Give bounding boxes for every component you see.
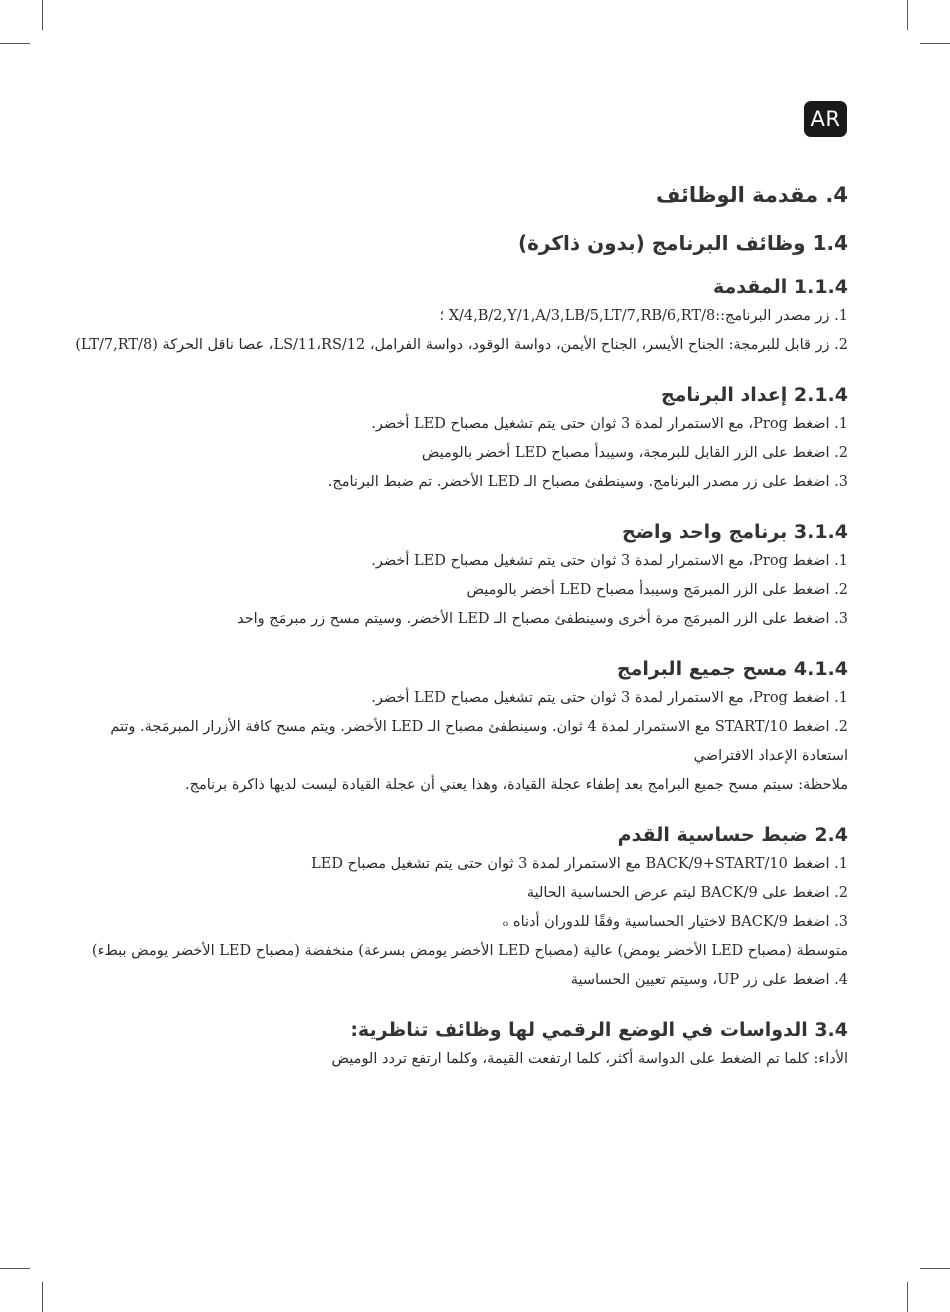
- list-item: 3. اضغط على زر مصدر البرنامج. وسينطفئ مصباح الـ LED الأخضر. تم ضبط البرنامج.: [327, 474, 848, 490]
- crop-mark-tl-h: [0, 43, 30, 44]
- list-item: 1. اضغط Prog، مع الاستمرار لمدة 3 ثوان حتى يتم تشغيل مصباح LED أخضر.: [371, 690, 848, 706]
- crop-mark-tr-v: [907, 0, 908, 30]
- crop-mark-tl-v: [42, 0, 43, 30]
- heading-program-functions: 1.4 وظائف البرنامج (بدون ذاكرة): [517, 231, 848, 255]
- crop-mark-bl-h: [0, 1268, 30, 1269]
- crop-mark-tr-h: [920, 43, 950, 44]
- list-item: 1. اضغط Prog، مع الاستمرار لمدة 3 ثوان حتى يتم تشغيل مصباح LED أخضر.: [371, 553, 848, 569]
- list-item: 2. زر قابل للبرمجة: الجناح الأيسر، الجناح الأيمن، دواسة الوقود، دواسة الفرامل، LS/11،RS/12، عصا ناقل الحركة (LT/7,RT/8): [75, 337, 848, 353]
- heading-foot-sensitivity: 2.4 ضبط حساسية القدم: [617, 824, 848, 846]
- heading-analog-pedals: 3.4 الدواسات في الوضع الرقمي لها وظائف تناظرية:: [350, 1019, 848, 1041]
- list-item: 4. اضغط على زر UP، وسيتم تعيين الحساسية: [570, 972, 848, 988]
- heading-clear-one-program: 3.1.4 برنامج واحد واضح: [622, 521, 848, 543]
- list-item: 1. اضغط BACK/9+START/10 مع الاستمرار لمدة 3 ثوان حتى يتم تشغيل مصباح LED: [311, 856, 848, 872]
- list-item: 3. اضغط على الزر المبرمَج مرة أخرى وسينطفئ مصباح الـ LED الأخضر. وسيتم مسح زر مبرمَج واحد: [237, 611, 848, 627]
- list-item: 2. اضغط على الزر القابل للبرمجة، وسيبدأ مصباح LED أخضر بالوميض: [421, 445, 848, 461]
- section-clear-one-program: [100, 517, 848, 634]
- list-item: 2. اضغط على BACK/9 ليتم عرض الحساسية الحالية: [526, 885, 848, 901]
- crop-mark-br-h: [920, 1268, 950, 1269]
- section-clear-all-programs: [100, 654, 848, 800]
- heading-program-setup: 2.1.4 إعداد البرنامج: [660, 384, 848, 406]
- crop-mark-bl-v: [42, 1282, 43, 1312]
- section-introduction: [75, 272, 848, 360]
- list-item: 2. اضغط على الزر المبرمَج وسيبدأ مصباح LED أخضر بالوميض: [466, 582, 848, 598]
- language-badge: AR: [804, 101, 847, 137]
- manual-content: [75, 176, 848, 1074]
- list-item: 1. زر مصدر البرنامج::X/4,B/2,Y/1,A/3,LB/5,LT/7,RB/6,RT/8 ؛: [439, 308, 848, 324]
- crop-mark-br-v: [907, 1282, 908, 1312]
- heading-functions-intro: 4. مقدمة الوظائف: [655, 183, 848, 207]
- note-text: ملاحظة: سيتم مسح جميع البرامج بعد إطفاء عجلة القيادة، وهذا يعني أن عجلة القيادة ليست لديها ذاكرة برنامج.: [184, 777, 848, 793]
- list-item: 1. اضغط Prog، مع الاستمرار لمدة 3 ثوان حتى يتم تشغيل مصباح LED أخضر.: [371, 416, 848, 432]
- body-text: الأداء: كلما تم الضغط على الدواسة أكثر، كلما ارتفعت القيمة، وكلما ارتفع تردد الوميض: [331, 1051, 848, 1067]
- heading-clear-all-programs: 4.1.4 مسح جميع البرامج: [616, 658, 848, 680]
- section-analog-pedals: [100, 1015, 848, 1074]
- list-item: 2. اضغط START/10 مع الاستمرار لمدة 4 ثوان. وسينطفئ مصباح الـ LED الأخضر. ويتم مسح كافة الأزرار المبرمَجة. وتتم استعادة الإعداد الافتراضي: [110, 719, 848, 764]
- sensitivity-levels-text: متوسطة (مصباح LED الأخضر يومض) عالية (مصباح LED الأخضر يومض بسرعة) منخفضة (مصباح LED الأخضر يومض ببطء): [91, 943, 848, 959]
- section-foot-sensitivity: [91, 820, 848, 995]
- section-program-setup: [100, 380, 848, 497]
- heading-introduction: 1.1.4 المقدمة: [712, 276, 848, 298]
- list-item: 3. اضغط BACK/9 لاختيار الحساسية وفقًا للدوران أدناه ₒ: [502, 914, 848, 930]
